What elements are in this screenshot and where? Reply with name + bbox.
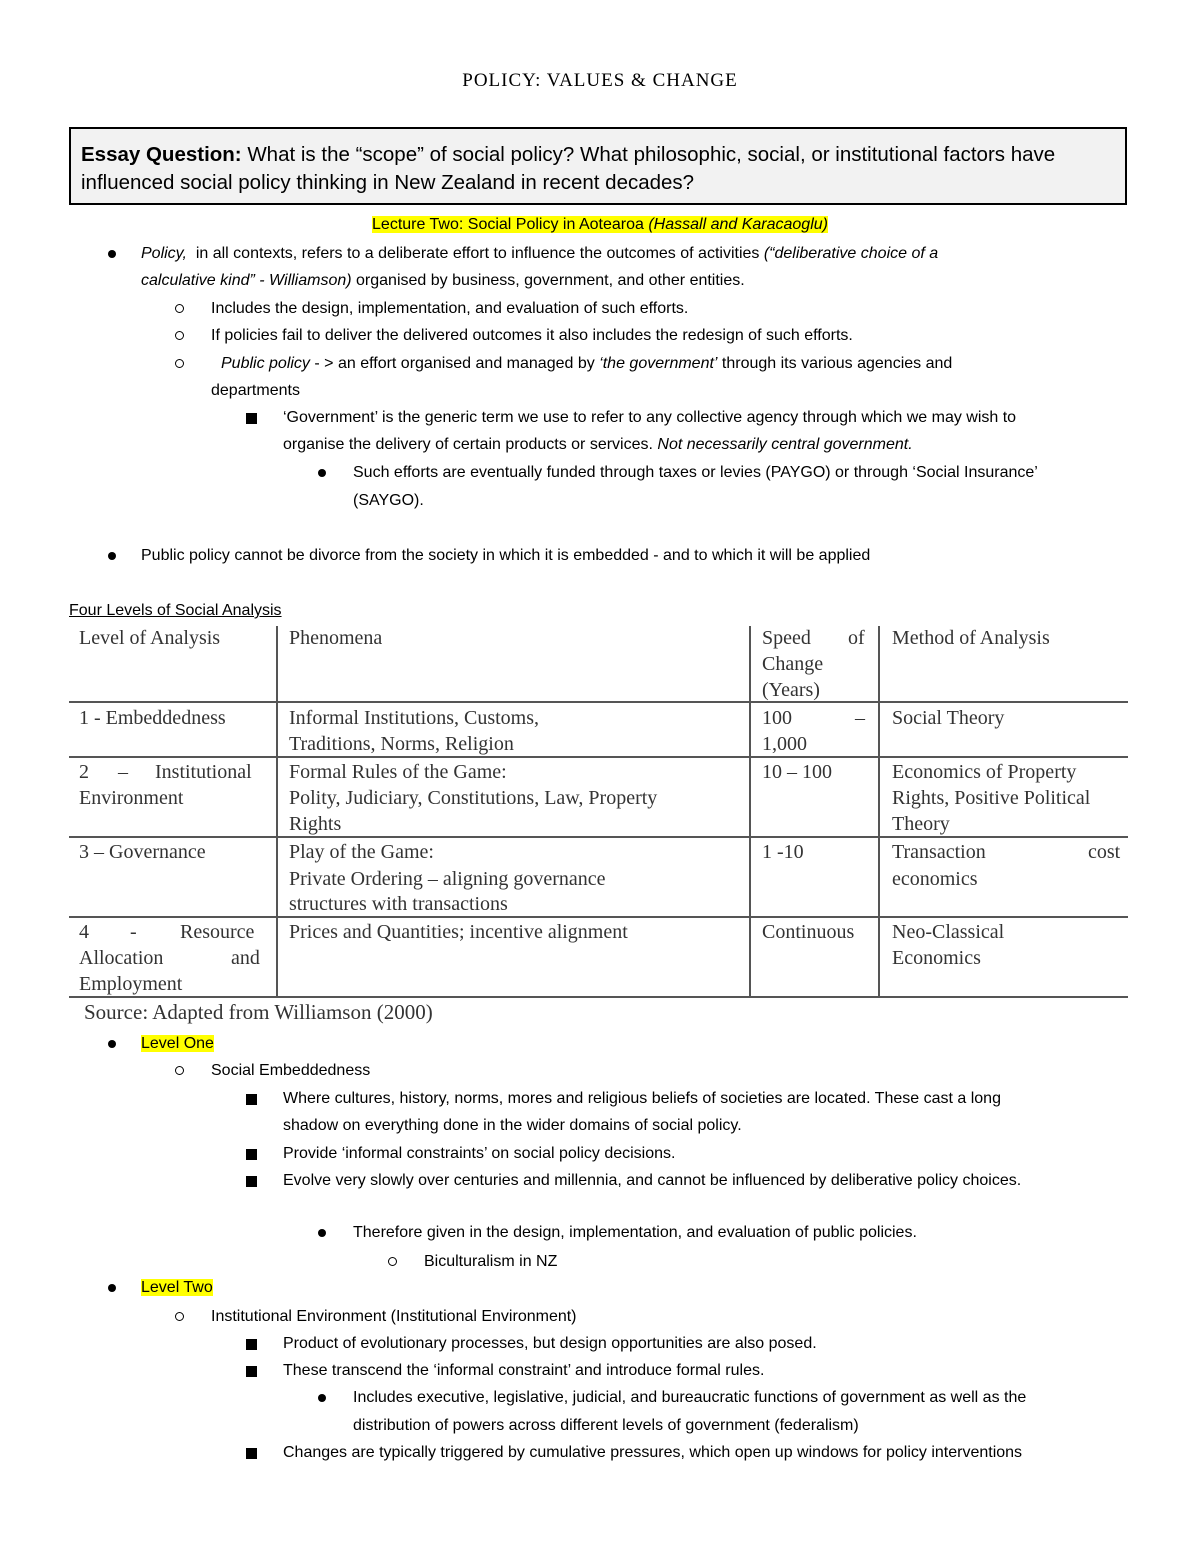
policy-sub3-line1: Public policy - > an effort organised and managed by ‘the government’ through its various agencies and (221, 355, 953, 372)
table-cell-speed: Continuous (762, 921, 855, 943)
table-cell-method: Social Theory (892, 707, 1005, 729)
table-header-phenomena: Phenomena (289, 627, 383, 649)
embedded-line: Public policy cannot be divorce from the society in which it is embedded - and to which it will be applied (141, 547, 871, 564)
level-one-p3: Evolve very slowly over centuries and millennia, and cannot be influenced by deliberative policy choices. (283, 1172, 1022, 1189)
level-one-p1-line2: shadow on everything done in the wider domains of social policy. (283, 1117, 742, 1134)
table-cell-level: Environment (79, 787, 184, 809)
table-divider (749, 626, 751, 998)
government-line2: organise the delivery of certain products or services. Not necessarily central government. (283, 436, 913, 453)
level-one-p2: Provide ‘informal constraints’ on social policy decisions. (283, 1145, 676, 1162)
table-source: Source: Adapted from Williamson (2000) (84, 1000, 433, 1024)
level-two-p2: These transcend the ‘informal constraint’ and introduce formal rules. (283, 1362, 765, 1379)
table-cell-level: 2 (79, 761, 89, 783)
circle-bullet (388, 1257, 397, 1266)
level-one-p1-line1: Where cultures, history, norms, mores and religious beliefs of societies are located. These cast a long (283, 1090, 1001, 1107)
circle-bullet (175, 1066, 184, 1075)
lecture-heading (0, 211, 1200, 238)
lecture-title: Lecture Two: Social Policy in Aotearoa (372, 216, 649, 233)
circle-bullet (175, 1312, 184, 1321)
table-rule (69, 916, 1128, 918)
funding-line2: (SAYGO). (353, 492, 424, 509)
level-two-sub: Institutional Environment (Institutional Environment) (211, 1308, 577, 1325)
table-rule (69, 996, 1128, 998)
table-header-speed: Speed (762, 627, 811, 649)
essay-question-box (69, 127, 1127, 205)
lecture-authors: (Hassall and Karacaoglu) (648, 216, 828, 233)
essay-text-line2: influenced social policy thinking in New Zealand in recent decades? (81, 171, 695, 194)
essay-text-line1: What is the “scope” of social policy? What philosophic, social, or institutional factors have (241, 143, 1056, 166)
square-bullet (246, 413, 257, 424)
policy-sub1: Includes the design, implementation, and evaluation of such efforts. (211, 300, 689, 317)
table-cell-speed: 1,000 (762, 733, 807, 755)
table-cell-phenomena: Formal Rules of the Game: (289, 761, 507, 783)
page-title: POLICY: VALUES & CHANGE (462, 70, 738, 91)
table-cell-speed: – (855, 707, 865, 729)
table-cell-level: - (130, 921, 137, 943)
table-cell-phenomena: Traditions, Norms, Religion (289, 733, 514, 755)
square-bullet (246, 1094, 257, 1105)
table-cell-level: and (231, 947, 260, 969)
bullet-dot (318, 469, 326, 477)
bullet-dot (318, 1394, 326, 1402)
square-bullet (246, 1149, 257, 1160)
level-two-label: Level Two (141, 1279, 213, 1296)
level-two-p4: Changes are typically triggered by cumulative pressures, which open up windows for policy interventions (283, 1444, 1023, 1461)
level-one-label: Level One (141, 1035, 214, 1052)
table-cell-method: Rights, Positive Political (892, 787, 1091, 809)
table-cell-method: Neo-Classical (892, 921, 1005, 943)
bullet-dot (108, 552, 116, 560)
table-cell-level: 1 - Embeddedness (79, 707, 226, 729)
square-bullet (246, 1366, 257, 1377)
bullet-dot (108, 250, 116, 258)
table-header-change: Change (762, 653, 824, 675)
square-bullet (246, 1448, 257, 1459)
bullet-dot (108, 1284, 116, 1292)
table-divider (878, 626, 880, 998)
table-cell-level: – (118, 761, 128, 783)
table-cell-level: Resource (180, 921, 255, 943)
table-rule (69, 701, 1128, 703)
table-cell-method: cost (1088, 841, 1121, 863)
table-cell-method: economics (892, 868, 978, 890)
table-header-method: Method of Analysis (892, 627, 1050, 649)
table-cell-phenomena: Prices and Quantities; incentive alignment (289, 921, 628, 943)
level-two-p3-line2: distribution of powers across different levels of government (federalism) (353, 1417, 859, 1434)
table-cell-method: Transaction (892, 841, 986, 863)
table-cell-phenomena: Private Ordering – aligning governance (289, 868, 606, 890)
level-two-p3-line1: Includes executive, legislative, judicial, and bureaucratic functions of government as well as the (353, 1389, 1027, 1406)
table-heading: Four Levels of Social Analysis (69, 602, 282, 619)
circle-bullet (175, 304, 184, 313)
circle-bullet (175, 331, 184, 340)
table-cell-method: Economics of Property (892, 761, 1077, 783)
table-cell-speed: 100 (762, 707, 792, 729)
circle-bullet (175, 359, 184, 368)
table-rule (69, 836, 1128, 838)
table-cell-method: Economics (892, 947, 981, 969)
table-cell-level: 4 (79, 921, 89, 943)
table-cell-phenomena: Play of the Game: (289, 841, 434, 863)
square-bullet (246, 1176, 257, 1187)
table-header-years: (Years) (762, 679, 820, 701)
level-one-p4: Therefore given in the design, implementation, and evaluation of public policies. (353, 1224, 917, 1241)
table-cell-speed: 1 -10 (762, 841, 804, 863)
table-cell-level: Allocation (79, 947, 164, 969)
policy-sub3-line2: departments (211, 382, 300, 399)
funding-line1: Such efforts are eventually funded through taxes or levies (PAYGO) or through ‘Social Insurance’ (353, 464, 1038, 481)
square-bullet (246, 1339, 257, 1350)
table-header-level: Level of Analysis (79, 627, 221, 649)
essay-label: Essay Question: (81, 143, 242, 166)
table-cell-phenomena: Rights (289, 813, 342, 835)
level-two-p1: Product of evolutionary processes, but design opportunities are also posed. (283, 1335, 817, 1352)
policy-sub2: If policies fail to deliver the delivered outcomes it also includes the redesign of such efforts. (211, 327, 853, 344)
table-cell-phenomena: Informal Institutions, Customs, (289, 707, 539, 729)
table-divider (276, 626, 278, 998)
bullet-dot (108, 1040, 116, 1048)
government-line1: ‘Government’ is the generic term we use to refer to any collective agency through which we may wish to (283, 409, 1017, 426)
table-cell-speed: 10 – 100 (762, 761, 832, 783)
table-rule (69, 756, 1128, 758)
policy-line1: Policy, in all contexts, refers to a deliberate effort to influence the outcomes of activities (“deliberative choice of a (141, 245, 939, 262)
policy-line2: calculative kind” - Williamson) organised by business, government, and other entities. (141, 272, 745, 289)
table-cell-level: Employment (79, 973, 183, 995)
table-cell-level: Institutional (155, 761, 252, 783)
level-one-sub: Social Embeddedness (211, 1062, 371, 1079)
table-cell-level: 3 – Governance (79, 841, 206, 863)
table-header-speed-of: of (848, 627, 865, 649)
table-cell-phenomena: Polity, Judiciary, Constitutions, Law, Property (289, 787, 658, 809)
bullet-dot (318, 1229, 326, 1237)
table-cell-method: Theory (892, 813, 950, 835)
table-cell-phenomena: structures with transactions (289, 893, 508, 915)
level-one-p5: Biculturalism in NZ (424, 1253, 558, 1270)
